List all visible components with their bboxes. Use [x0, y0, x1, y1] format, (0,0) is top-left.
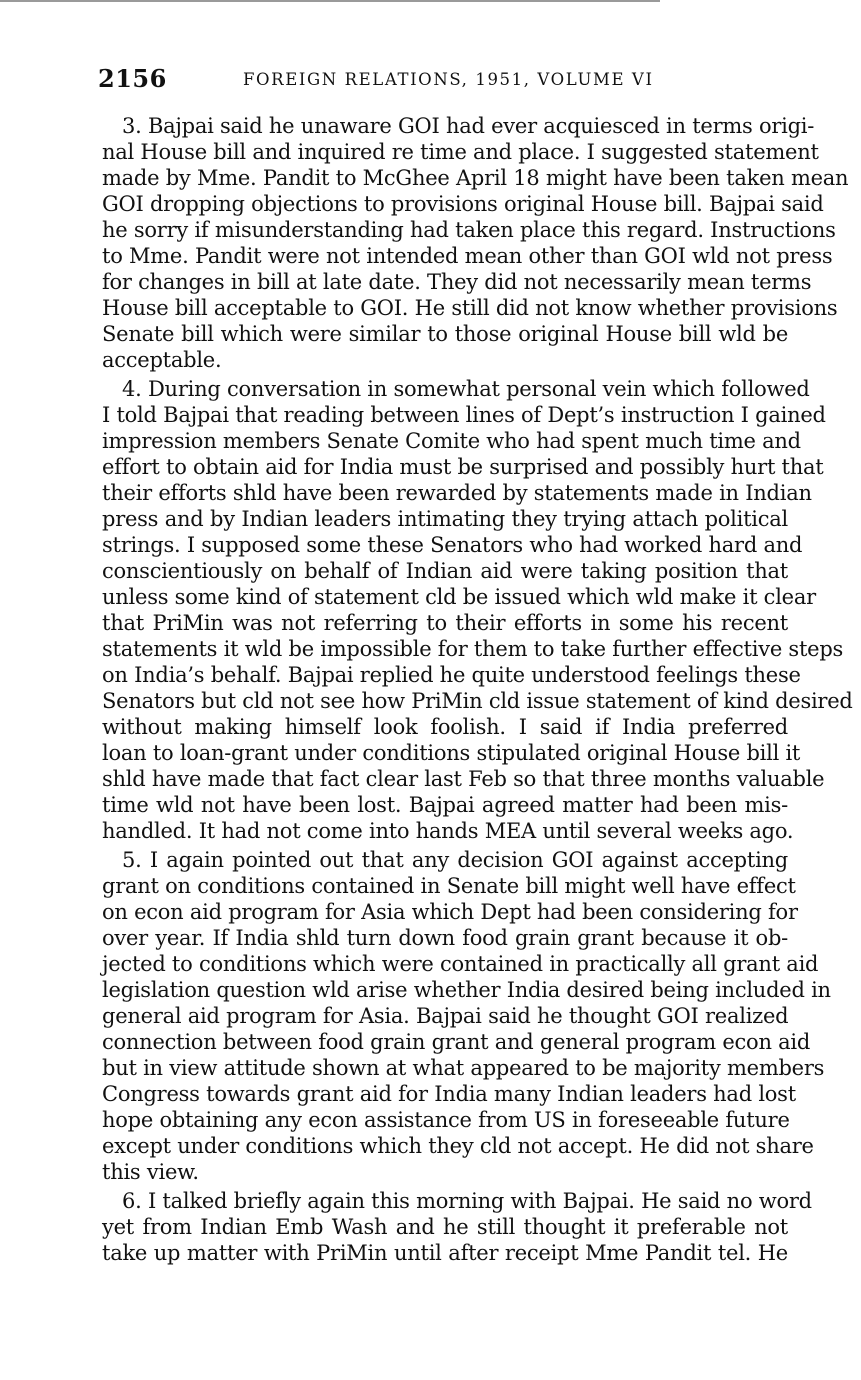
text-line: take up matter with PriMin until after receipt Mme Pandit tel. He: [102, 1241, 788, 1265]
text-line: Senate bill which were similar to those original House bill wld be: [102, 322, 788, 346]
text-line: on India’s behalf. Bajpai replied he quite understood feelings these: [102, 663, 801, 687]
text-line: jected to conditions which were contained in practically all grant aid: [102, 952, 819, 976]
text-line: Congress towards grant aid for India many Indian leaders had lost: [102, 1082, 796, 1106]
text-line: GOI dropping objections to provisions original House bill. Bajpai said: [102, 192, 824, 216]
paragraph-4: [102, 376, 853, 844]
text-line: loan to loan-grant under conditions stipulated original House bill it: [102, 741, 801, 765]
text-line: that PriMin was not referring to their efforts in some his recent: [102, 611, 788, 635]
text-line: 3. Bajpai said he unaware GOI had ever acquiesced in terms origi-: [122, 114, 815, 138]
text-line: he sorry if misunderstanding had taken place this regard. Instructions: [102, 218, 836, 242]
text-line: time wld not have been lost. Bajpai agreed matter had been mis-: [102, 793, 788, 817]
text-line: this view.: [102, 1160, 199, 1184]
text-line: but in view attitude shown at what appeared to be majority members: [102, 1056, 825, 1080]
text-line: grant on conditions contained in Senate bill might well have effect: [102, 874, 796, 898]
text-line: shld have made that fact clear last Feb so that three months valuable: [102, 767, 825, 791]
text-line: impression members Senate Comite who had spent much time and: [102, 429, 801, 453]
text-line: except under conditions which they cld not accept. He did not share: [102, 1134, 814, 1158]
paragraph-5: [102, 847, 831, 1185]
text-line: legislation question wld arise whether India desired being included in: [102, 978, 831, 1002]
text-line: acceptable.: [102, 348, 222, 372]
text-line: made by Mme. Pandit to McGhee April 18 might have been taken mean: [102, 166, 849, 190]
paragraph-3: [102, 113, 849, 373]
top-rule: [0, 0, 660, 2]
text-line: 6. I talked briefly again this morning with Bajpai. He said no word: [122, 1189, 812, 1213]
text-line: handled. It had not come into hands MEA until several weeks ago.: [102, 819, 794, 843]
text-line: unless some kind of statement cld be issued which wld make it clear: [102, 585, 816, 609]
text-line: on econ aid program for Asia which Dept had been considering for: [102, 900, 798, 924]
text-line: for changes in bill at late date. They did not necessarily mean terms: [102, 270, 812, 294]
text-line: strings. I supposed some these Senators who had worked hard and: [102, 533, 803, 557]
text-line: I told Bajpai that reading between lines of Dept’s instruction I gained: [102, 403, 826, 427]
text-line: statements it wld be impossible for them to take further effective steps: [102, 637, 844, 661]
page-number: 2156: [98, 64, 167, 93]
paragraph-6: [102, 1188, 812, 1266]
text-line: 4. During conversation in somewhat personal vein which followed: [122, 377, 810, 401]
text-line: effort to obtain aid for India must be surprised and possibly hurt that: [102, 455, 824, 479]
running-head: FOREIGN RELATIONS, 1951, VOLUME VI: [243, 70, 654, 89]
text-line: general aid program for Asia. Bajpai said he thought GOI realized: [102, 1004, 789, 1028]
text-line: yet from Indian Emb Wash and he still thought it preferable not: [102, 1215, 788, 1239]
document-body: [102, 113, 853, 1269]
text-line: conscientiously on behalf of Indian aid were taking position that: [102, 559, 788, 583]
text-line: House bill acceptable to GOI. He still did not know whether provisions: [102, 296, 838, 320]
text-line: hope obtaining any econ assistance from US in foreseeable future: [102, 1108, 790, 1132]
page-header: [98, 64, 798, 96]
text-line: without making himself look foolish. I said if India preferred: [102, 715, 788, 739]
text-line: Senators but cld not see how PriMin cld issue statement of kind desired: [102, 689, 853, 713]
text-line: press and by Indian leaders intimating they trying attach political: [102, 507, 788, 531]
text-line: 5. I again pointed out that any decision GOI against accepting: [122, 848, 788, 872]
text-line: to Mme. Pandit were not intended mean other than GOI wld not press: [102, 244, 833, 268]
text-line: nal House bill and inquired re time and place. I suggested statement: [102, 140, 819, 164]
text-line: over year. If India shld turn down food grain grant because it ob-: [102, 926, 788, 950]
text-line: connection between food grain grant and general program econ aid: [102, 1030, 811, 1054]
text-line: their efforts shld have been rewarded by statements made in Indian: [102, 481, 812, 505]
